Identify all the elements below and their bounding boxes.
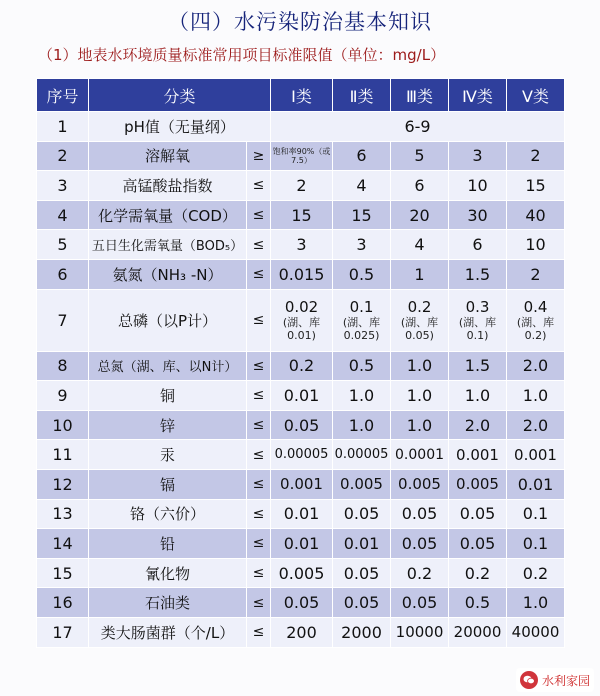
table-row [37, 230, 565, 260]
row-category: 锌 [89, 410, 247, 440]
row-value-class-3: 5 [391, 141, 449, 171]
row-value-class-3: 1 [391, 259, 449, 289]
row-value-class-5: 0.001 [507, 440, 565, 470]
row-value-class-3: 1.0 [391, 381, 449, 411]
row-category: 氨氮（NH₃ -N） [89, 259, 247, 289]
row-sign: ≤ [247, 469, 271, 499]
row-value-class-4: 0.05 [449, 529, 507, 559]
table-row [37, 469, 565, 499]
header-category: 分类 [89, 79, 271, 112]
page-title: （四）水污染防治基本知识 [168, 10, 432, 34]
row-value-class-2: 15 [333, 200, 391, 230]
row-value-class-5: 1.0 [507, 381, 565, 411]
row-value-class-5: 2.0 [507, 351, 565, 381]
row-value-class-4: 2.0 [449, 410, 507, 440]
row-index: 17 [37, 617, 89, 647]
row-value-class-3: 10000 [391, 617, 449, 647]
row-value-class-5: 0.2 [507, 558, 565, 588]
value: 0.2 [407, 298, 432, 317]
row-value-class-1: 0.2 [271, 351, 333, 381]
row-value-class-2: 0.00005 [333, 440, 391, 470]
row-sign: ≤ [247, 259, 271, 289]
row-value-class-3: 4 [391, 230, 449, 260]
row-index: 15 [37, 558, 89, 588]
row-value-class-3: 6 [391, 171, 449, 201]
row-category: 铜 [89, 381, 247, 411]
row-value-class-5: 10 [507, 230, 565, 260]
row-sign: ≤ [247, 230, 271, 260]
row-value-class-4 [449, 289, 507, 351]
row-value-class-3 [391, 289, 449, 351]
row-sign: ≤ [247, 351, 271, 381]
row-value-class-2: 3 [333, 230, 391, 260]
row-value-class-2: 0.05 [333, 588, 391, 618]
table-subtitle: （1）地表水环境质量标准常用项目标准限值（单位：mg/L） [38, 46, 446, 64]
table-row [37, 588, 565, 618]
row-value-class-5: 1.0 [507, 588, 565, 618]
table-row [37, 171, 565, 201]
row-index: 13 [37, 499, 89, 529]
row-value-class-4: 1.5 [449, 259, 507, 289]
header-class-3: Ⅲ类 [391, 79, 449, 112]
lake-note: (湖、库0.025) [342, 316, 381, 343]
lake-note: (湖、库0.05) [400, 316, 439, 343]
row-value-class-1: 0.05 [271, 410, 333, 440]
row-index: 12 [37, 469, 89, 499]
row-category: 五日生化需氧量（BOD₅） [89, 230, 247, 260]
row-value-class-1: 0.05 [271, 588, 333, 618]
row-category: 类大肠菌群（个/L） [89, 617, 247, 647]
row-sign: ≤ [247, 617, 271, 647]
row-value-class-4: 10 [449, 171, 507, 201]
value: 0.4 [523, 298, 548, 317]
row-sign: ≥ [247, 141, 271, 171]
row-category: pH值（无量纲） [89, 112, 271, 142]
table-row [37, 289, 565, 351]
row-value-class-4: 6 [449, 230, 507, 260]
row-value-class-1: 0.01 [271, 529, 333, 559]
row-sign: ≤ [247, 410, 271, 440]
header-class-4: Ⅳ类 [449, 79, 507, 112]
row-value-class-1: 0.001 [271, 469, 333, 499]
row-index: 14 [37, 529, 89, 559]
table-row [37, 259, 565, 289]
watermark [516, 668, 594, 692]
row-value-class-2: 0.5 [333, 351, 391, 381]
row-index: 6 [37, 259, 89, 289]
row-value-class-2: 0.005 [333, 469, 391, 499]
row-value-class-2 [333, 289, 391, 351]
table-row [37, 558, 565, 588]
row-value-class-1 [271, 289, 333, 351]
row-value-class-2: 1.0 [333, 381, 391, 411]
table-row [37, 200, 565, 230]
row-value-class-4: 0.2 [449, 558, 507, 588]
row-value-class-2: 2000 [333, 617, 391, 647]
row-value-class-1: 0.00005 [271, 440, 333, 470]
row-value-class-5: 2 [507, 259, 565, 289]
row-value-class-1: 15 [271, 200, 333, 230]
row-value-class-3: 1.0 [391, 351, 449, 381]
row-value-class-2: 0.5 [333, 259, 391, 289]
row-category: 高锰酸盐指数 [89, 171, 247, 201]
row-category: 化学需氧量（COD） [89, 200, 247, 230]
row-value-class-4: 20000 [449, 617, 507, 647]
row-sign: ≤ [247, 499, 271, 529]
row-category: 氰化物 [89, 558, 247, 588]
row-category: 总磷（以P计） [89, 289, 247, 351]
header-class-2: Ⅱ类 [333, 79, 391, 112]
row-index: 3 [37, 171, 89, 201]
row-index: 5 [37, 230, 89, 260]
row-category: 铬（六价） [89, 499, 247, 529]
row-value-class-4: 1.5 [449, 351, 507, 381]
row-index: 16 [37, 588, 89, 618]
row-value-class-5: 15 [507, 171, 565, 201]
row-value-class-4: 3 [449, 141, 507, 171]
table-row [37, 381, 565, 411]
value: 0.02 [284, 298, 319, 317]
row-value-class-1: 0.005 [271, 558, 333, 588]
row-value-class-4: 0.05 [449, 499, 507, 529]
row-value-class-2: 4 [333, 171, 391, 201]
row-index: 7 [37, 289, 89, 351]
row-value-class-2: 0.05 [333, 499, 391, 529]
row-index: 11 [37, 440, 89, 470]
row-value-class-2: 0.05 [333, 558, 391, 588]
header-class-5: Ⅴ类 [507, 79, 565, 112]
row-sign: ≤ [247, 200, 271, 230]
row-index: 10 [37, 410, 89, 440]
value: 0.3 [465, 298, 490, 317]
row-value-class-4: 1.0 [449, 381, 507, 411]
row-value-class-5: 0.1 [507, 499, 565, 529]
row-value-merged: 6-9 [271, 112, 565, 142]
row-value-class-5: 40000 [507, 617, 565, 647]
row-value-class-4: 0.5 [449, 588, 507, 618]
row-index: 9 [37, 381, 89, 411]
row-sign: ≤ [247, 558, 271, 588]
row-value-class-5: 0.1 [507, 529, 565, 559]
row-value-class-2: 6 [333, 141, 391, 171]
lake-note: (湖、库0.2) [516, 316, 555, 343]
table-row [37, 529, 565, 559]
row-value-class-3: 0.005 [391, 469, 449, 499]
table-row [37, 141, 565, 171]
row-value-class-1: 0.01 [271, 381, 333, 411]
row-value-class-3: 1.0 [391, 410, 449, 440]
lake-note: (湖、库0.1) [458, 316, 497, 343]
row-value-class-5 [507, 289, 565, 351]
row-sign: ≤ [247, 440, 271, 470]
row-value-class-5: 2 [507, 141, 565, 171]
row-sign: ≤ [247, 381, 271, 411]
row-sign: ≤ [247, 529, 271, 559]
lake-note: (湖、库0.01) [282, 316, 321, 343]
row-value-class-1: 3 [271, 230, 333, 260]
row-sign: ≤ [247, 171, 271, 201]
row-value-class-3: 0.2 [391, 558, 449, 588]
value: 0.1 [349, 298, 374, 317]
row-value-class-1: 0.01 [271, 499, 333, 529]
row-value-class-4: 30 [449, 200, 507, 230]
row-value-class-1: 0.015 [271, 259, 333, 289]
row-value-class-3: 0.05 [391, 529, 449, 559]
row-value-class-3: 20 [391, 200, 449, 230]
row-value-class-3: 0.05 [391, 499, 449, 529]
header-class-1: Ⅰ类 [271, 79, 333, 112]
table-header-row [37, 79, 565, 112]
row-value-class-5: 0.01 [507, 469, 565, 499]
table-row [37, 499, 565, 529]
row-category: 石油类 [89, 588, 247, 618]
row-value-class-4: 0.005 [449, 469, 507, 499]
row-value-class-3: 0.0001 [391, 440, 449, 470]
row-category: 溶解氧 [89, 141, 247, 171]
row-category: 铅 [89, 529, 247, 559]
row-value-class-5: 40 [507, 200, 565, 230]
row-value-class-4: 0.001 [449, 440, 507, 470]
row-index: 2 [37, 141, 89, 171]
row-value-class-1: 饱和率90%（或7.5） [271, 141, 333, 171]
wechat-icon [520, 671, 538, 689]
watermark-text: 水利家园 [541, 673, 590, 688]
row-index: 8 [37, 351, 89, 381]
row-sign: ≤ [247, 289, 271, 351]
row-category: 总氮（湖、库、以N计） [89, 351, 247, 381]
row-value-class-2: 1.0 [333, 410, 391, 440]
row-value-class-2: 0.01 [333, 529, 391, 559]
table-row [37, 617, 565, 647]
table-row [37, 410, 565, 440]
row-sign: ≤ [247, 588, 271, 618]
row-value-class-3: 0.05 [391, 588, 449, 618]
row-category: 汞 [89, 440, 247, 470]
header-index: 序号 [37, 79, 89, 112]
row-value-class-1: 2 [271, 171, 333, 201]
table-row [37, 112, 565, 142]
water-quality-table [36, 78, 565, 648]
table-row [37, 440, 565, 470]
row-value-class-1: 200 [271, 617, 333, 647]
row-index: 1 [37, 112, 89, 142]
row-category: 镉 [89, 469, 247, 499]
row-index: 4 [37, 200, 89, 230]
row-value-class-5: 2.0 [507, 410, 565, 440]
table-row [37, 351, 565, 381]
